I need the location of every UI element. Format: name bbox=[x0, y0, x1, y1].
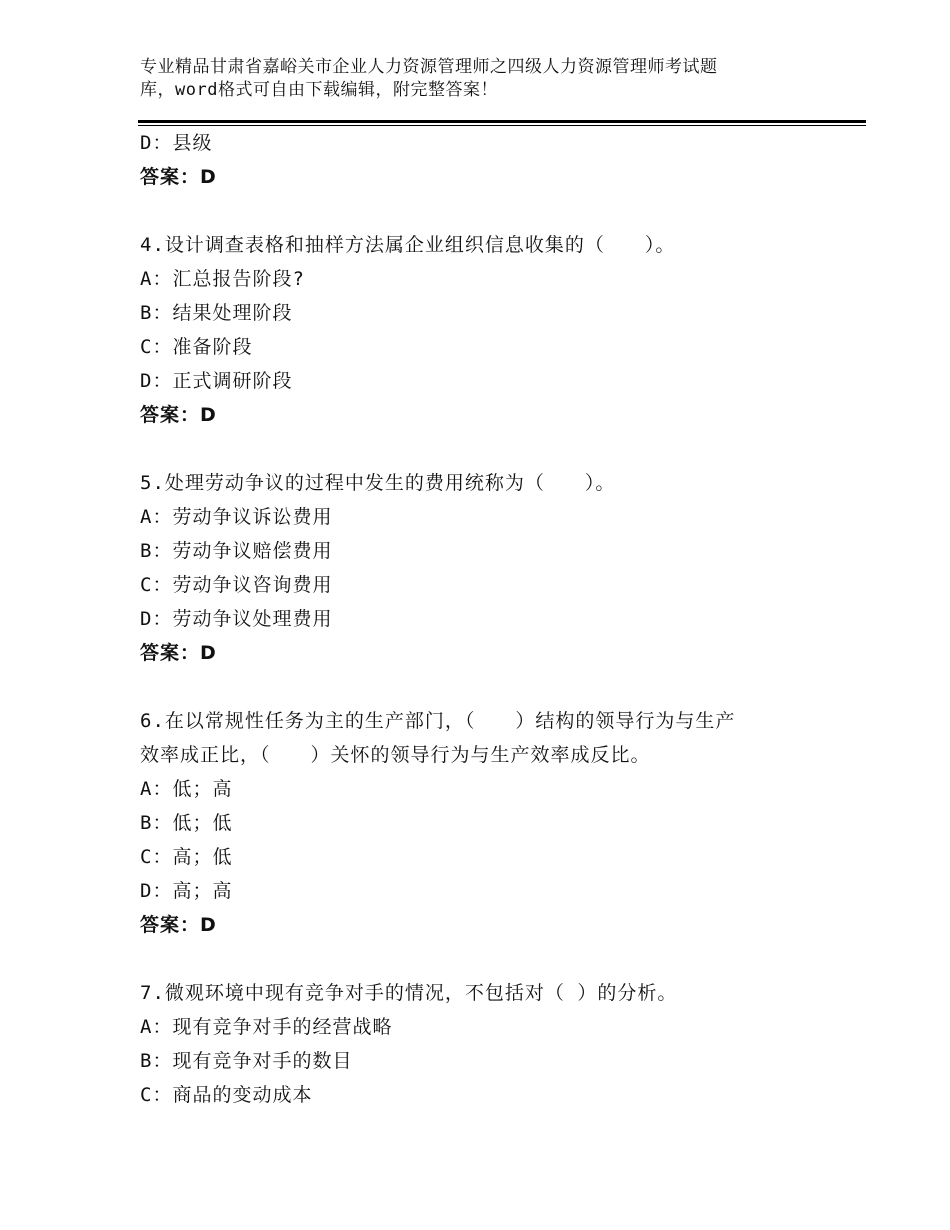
q7-question: 7.微观环境中现有竞争对手的情况，不包括对（ ）的分析。 bbox=[140, 982, 678, 1004]
q6-option-d: D：高；高 bbox=[140, 880, 233, 902]
q7-option-a: A：现有竞争对手的经营战略 bbox=[140, 1016, 393, 1038]
q4-option-a: A：汇总报告阶段? bbox=[140, 268, 305, 290]
spacer bbox=[140, 670, 840, 704]
q4-question: 4.设计调查表格和抽样方法属企业组织信息收集的（ ）。 bbox=[140, 234, 676, 256]
prev-answer: 答案：D bbox=[140, 166, 217, 188]
header-rule-thick bbox=[138, 120, 866, 123]
q4-option-b: B：结果处理阶段 bbox=[140, 302, 293, 324]
q6-option-a: A：低；高 bbox=[140, 778, 233, 800]
q5-answer: 答案：D bbox=[140, 642, 217, 664]
q6-question-line2: 效率成正比，（ ）关怀的领导行为与生产效率成反比。 bbox=[140, 744, 651, 766]
page-header bbox=[140, 56, 840, 102]
q4-option-d: D：正式调研阶段 bbox=[140, 370, 293, 392]
q5-question: 5.处理劳动争议的过程中发生的费用统称为（ ）。 bbox=[140, 472, 616, 494]
q4-option-c: C：准备阶段 bbox=[140, 336, 253, 358]
q6-question-line1: 6.在以常规性任务为主的生产部门，（ ）结构的领导行为与生产 bbox=[140, 710, 736, 732]
q5-option-c: C：劳动争议咨询费用 bbox=[140, 574, 333, 596]
q7-option-c: C：商品的变动成本 bbox=[140, 1084, 313, 1106]
header-title-line2: 库，word格式可自由下载编辑，附完整答案！ bbox=[140, 80, 498, 100]
question-list bbox=[140, 126, 840, 1112]
q5-option-d: D：劳动争议处理费用 bbox=[140, 608, 333, 630]
spacer bbox=[140, 194, 840, 228]
q5-option-a: A：劳动争议诉讼费用 bbox=[140, 506, 333, 528]
spacer bbox=[140, 942, 840, 976]
q5-option-b: B：劳动争议赔偿费用 bbox=[140, 540, 333, 562]
q6-option-c: C：高；低 bbox=[140, 846, 233, 868]
spacer bbox=[140, 432, 840, 466]
header-title-line1: 专业精品甘肃省嘉峪关市企业人力资源管理师之四级人力资源管理师考试题 bbox=[140, 57, 718, 77]
q4-answer: 答案：D bbox=[140, 404, 217, 426]
q6-option-b: B：低；低 bbox=[140, 812, 233, 834]
q7-option-b: B：现有竞争对手的数目 bbox=[140, 1050, 353, 1072]
q6-answer: 答案：D bbox=[140, 914, 217, 936]
prev-option-d: D：县级 bbox=[140, 132, 213, 154]
